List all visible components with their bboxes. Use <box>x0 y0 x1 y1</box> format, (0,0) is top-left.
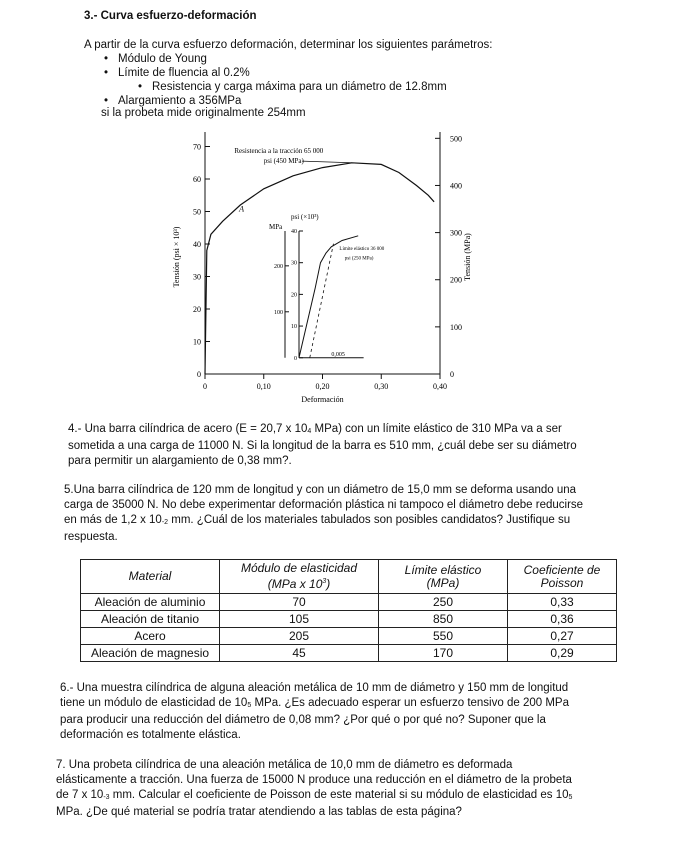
inset-mpa-tick-label: 200 <box>274 263 283 270</box>
p6-line4: deformación es totalmente elástica. <box>60 729 241 741</box>
header-yield-1: Límite elástico <box>404 562 482 577</box>
p6-exp: 5 <box>247 702 252 709</box>
y-left-tick-label: 70 <box>193 142 201 152</box>
stress-strain-chart <box>160 120 490 410</box>
y-left-tick-label: 0 <box>197 370 201 379</box>
table-row <box>81 628 617 645</box>
x-tick-label: 0,10 <box>256 382 271 391</box>
header-poisson <box>508 560 617 594</box>
cell: 850 <box>379 611 508 628</box>
cell: Aleación de aluminio <box>81 594 220 611</box>
inset-curve <box>299 236 358 358</box>
materials-table <box>80 559 617 662</box>
bullet-yield-text: Límite de fluencia al 0.2% <box>118 67 250 79</box>
p4-line3: para permitir un alargamiento de 0,38 mm?. <box>68 455 292 467</box>
p5-line2: carga de 35000 N. No debe experimentar deformación plástica ni tampoco el diámetro debe reducirse <box>64 499 584 511</box>
inset-psi-tick-label: 30 <box>291 260 297 267</box>
y-right-tick-label: 200 <box>450 275 462 285</box>
p7-line2: elásticamente a tracción. Una fuerza de 15000 N produce una reducción en el diámetro de la probeta <box>56 774 572 786</box>
y-left-tick-label: 30 <box>193 272 201 282</box>
p4-line2: sometida a una carga de 11000 N. Si la longitud de la barra es 510 mm, ¿cuál debe ser su diámetro <box>68 440 577 452</box>
bullet-young: • Módulo de Young <box>104 53 207 65</box>
cell: 0,33 <box>508 594 617 611</box>
p7-exp1: -3 <box>103 794 110 801</box>
cell: 205 <box>220 628 379 645</box>
header-modulus-2: (MPa x 10 <box>267 577 323 591</box>
x-tick-label: 0,30 <box>374 382 389 391</box>
inset-x-tick-label: 0,005 <box>331 351 345 358</box>
problem-4 <box>68 422 577 469</box>
p7-line3a: de 7 x 10 <box>56 789 104 801</box>
header-modulus: Módulo de elasticidad (MPa x $10^3$) <box>220 560 379 594</box>
specimen-note: si la probeta mide originalmente 254mm <box>101 107 306 119</box>
tensile-arrow <box>302 161 352 163</box>
table-row <box>81 611 617 628</box>
chart-root <box>172 132 472 404</box>
p4-exp: 4 <box>307 428 312 435</box>
cell: 0,27 <box>508 628 617 645</box>
header-material: Material <box>81 560 220 594</box>
cell: Aleación de magnesio <box>81 645 220 662</box>
p4-line1b: MPa) con un límite elástico de 310 MPa va a ser <box>314 423 562 435</box>
y-axis-left-label: Tensión (psi × 10³) <box>172 226 181 288</box>
yield-label-2: psi (250 MPa) <box>344 256 374 262</box>
cell: 45 <box>220 645 379 662</box>
point-a-label: A <box>239 204 244 214</box>
y-left-tick-label: 50 <box>193 207 201 217</box>
y-left-tick-label: 40 <box>193 240 201 249</box>
p7-line1: 7. Una probeta cilíndrica de una aleación metálica de 10,0 mm de diámetro es deformada <box>56 759 513 771</box>
cell: Aleación de titanio <box>81 611 220 628</box>
header-modulus-1: Módulo de elasticidad <box>240 561 358 575</box>
bullet-young-text: Módulo de Young <box>118 53 207 65</box>
table-row <box>81 594 617 611</box>
problem-6 <box>60 681 569 743</box>
header-yield-2: (MPa) <box>426 575 460 590</box>
p5-exp: -2 <box>161 519 169 526</box>
bullet-elongation-text: Alargamiento a 356MPa <box>118 95 242 107</box>
inset-psi-tick-label: 40 <box>291 229 297 235</box>
y-left-tick-label: 10 <box>193 337 201 347</box>
y-right-tick-label: 400 <box>450 181 462 191</box>
table-row <box>81 645 617 662</box>
inset-psi-tick-label: 10 <box>291 324 297 331</box>
x-tick-label: 0,20 <box>315 382 330 391</box>
bullet-elongation: • Alargamiento a 356MPa <box>104 95 242 107</box>
p4-line1: 4.- Una barra cilíndrica de acero (E = 20,7 x 10 <box>68 423 308 435</box>
p5-line4: respuesta. <box>64 531 118 543</box>
cell: 70 <box>220 594 379 611</box>
section-3-intro: A partir de la curva esfuerzo deformación, determinar los siguientes parámetros: <box>84 39 493 51</box>
header-yield <box>379 560 508 594</box>
p5-line1: 5.Una barra cilíndrica de 120 mm de longitud y con un diámetro de 15,0 mm se deforma usando una <box>64 484 577 496</box>
cell: 170 <box>379 645 508 662</box>
header-poisson-2: Poisson <box>540 575 584 590</box>
cell: 0,29 <box>508 645 617 662</box>
inset-psi-tick-label: 20 <box>291 292 297 299</box>
problem-7 <box>56 758 572 820</box>
cell: Acero <box>81 628 220 645</box>
p7-line4: MPa. ¿De qué material se podría tratar atendiendo a las tablas de esta página? <box>56 806 462 818</box>
y-right-tick-label: 100 <box>450 322 462 332</box>
inset-mpa-tick-label: 100 <box>274 309 283 316</box>
bullet-yield: • Límite de fluencia al 0.2% <box>104 67 250 79</box>
sub-bullet-text: Resistencia y carga máxima para un diámetro de 12.8mm <box>152 81 447 93</box>
y-left-tick-label: 20 <box>193 305 201 314</box>
x-axis-label: Deformación <box>301 395 344 404</box>
inset-mpa-label: MPa <box>269 223 283 231</box>
y-axis-right-label: Tensión (MPa) <box>463 233 472 281</box>
inset-psi-tick-label: 0 <box>294 355 297 362</box>
p5-line3a: en más de 1,2 x 10 <box>64 514 162 526</box>
yield-label-1: Límite elástico 36 000 <box>339 247 385 253</box>
x-tick-label: 0 <box>203 382 207 391</box>
cell: 550 <box>379 628 508 645</box>
p7-line3b: mm. Calcular el coeficiente de Poisson de este material si su módulo de elasticidad es 10 <box>112 789 569 801</box>
p6-line2b: MPa. ¿Es adecuado esperar un esfuerzo tensivo de 200 MPa <box>254 697 569 709</box>
y-right-tick-label: 500 <box>450 134 462 144</box>
y-right-tick-label: 0 <box>450 370 454 379</box>
header-poisson-1: Coeficiente de <box>523 562 601 577</box>
p6-line2a: tiene un módulo de elasticidad de 10 <box>60 697 248 709</box>
p6-line1: 6.- Una muestra cilíndrica de alguna aleación metálica de 10 mm de diámetro y 150 mm de longitud <box>60 682 569 694</box>
y-left-tick-label: 60 <box>193 175 201 184</box>
y-right-tick-label: 300 <box>450 228 462 238</box>
cell: 105 <box>220 611 379 628</box>
x-tick-label: 0,40 <box>433 382 447 391</box>
p7-exp2: 5 <box>568 794 573 801</box>
cell: 0,36 <box>508 611 617 628</box>
table-header-row <box>81 560 617 594</box>
sub-bullet: • Resistencia y carga máxima para un diámetro de 12.8mm <box>138 81 447 93</box>
tensile-label-2: psi (450 MPa) <box>263 156 304 165</box>
cell: 250 <box>379 594 508 611</box>
section-3-title: 3.- Curva esfuerzo-deformación <box>84 10 257 22</box>
tensile-label-1: Resistencia a la tracción 65 000 <box>234 147 324 155</box>
p5-line3b: mm. ¿Cuál de los materiales tabulados son posibles candidatos? Justifique su <box>171 514 571 526</box>
problem-5 <box>64 483 583 545</box>
p6-line3: para producir una reducción del diámetro de 0,08 mm? ¿Por qué o por qué no? Suponer que la <box>60 714 546 726</box>
inset-psi-label: psi (×10³) <box>291 213 319 221</box>
